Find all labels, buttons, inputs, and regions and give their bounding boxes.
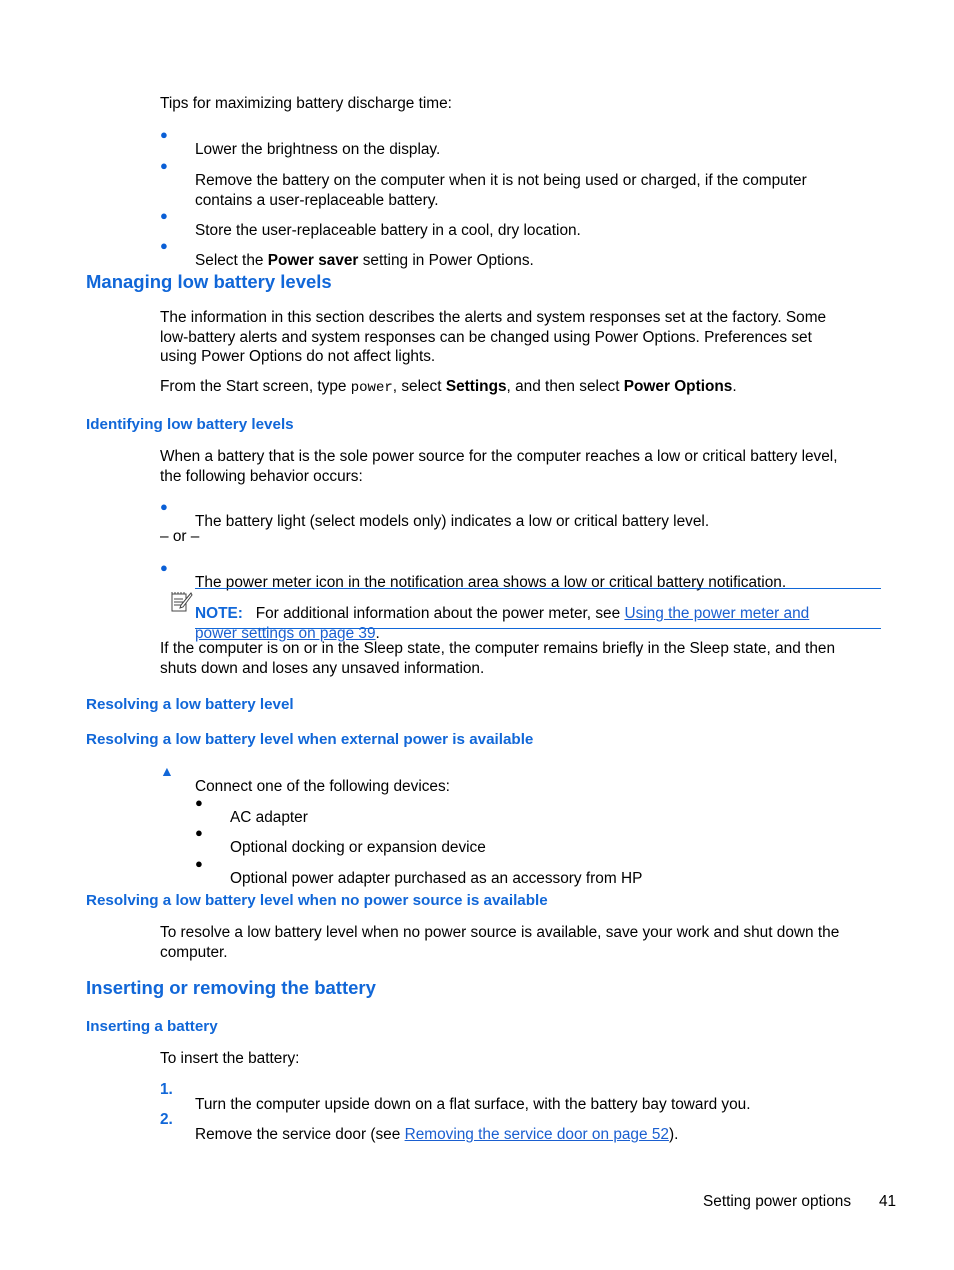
bullet-icon: ● — [160, 158, 168, 173]
paragraph: To insert the battery: — [160, 1050, 300, 1067]
device-item: Optional power adapter purchased as an accessory from HP — [230, 870, 643, 888]
subsection-heading: Identifying low battery levels — [86, 416, 294, 433]
step-number: 1. — [160, 1081, 173, 1098]
note-icon — [169, 590, 193, 614]
subsubsection-heading: Resolving a low battery level when external power is available — [86, 731, 534, 748]
device-item: AC adapter — [230, 809, 308, 827]
step-number: 2. — [160, 1111, 173, 1128]
paragraph: When a battery that is the sole power source for the computer reaches a low or critical battery level, the following behavior occurs: — [160, 448, 838, 485]
bullet-icon: ● — [160, 238, 168, 253]
section-heading: Managing low battery levels — [86, 271, 332, 292]
tip-item: Lower the brightness on the display. — [195, 141, 441, 159]
paragraph: The information in this section describes the alerts and system responses set at the factory. Some low-battery alerts and system responses can be changed using Power Options. Preferences set using Power Options do not affect lights. — [160, 309, 827, 365]
footer-section-title: Setting power options — [703, 1193, 852, 1210]
step-item: Connect one of the following devices: — [195, 778, 450, 796]
subsection-heading: Inserting a battery — [86, 1018, 218, 1035]
bullet-icon: ● — [195, 825, 203, 840]
list-item: The battery light (select models only) indicates a low or critical battery level. — [195, 513, 710, 531]
page-number: 41 — [879, 1193, 897, 1210]
step-item: Turn the computer upside down on a flat surface, with the battery bay toward you. — [195, 1096, 751, 1114]
section-heading: Inserting or removing the battery — [86, 977, 376, 998]
paragraph: If the computer is on or in the Sleep state, the computer remains briefly in the Sleep state, and then shuts down and loses any unsaved information. — [160, 640, 836, 677]
subsubsection-heading: Resolving a low battery level when no power source is available — [86, 892, 548, 909]
bullet-icon: ● — [195, 795, 203, 810]
device-item: Optional docking or expansion device — [230, 839, 486, 857]
subsection-heading: Resolving a low battery level — [86, 696, 294, 713]
bullet-icon: ● — [160, 127, 168, 142]
tips-intro: Tips for maximizing battery discharge time: — [160, 95, 452, 112]
note-top-rule — [195, 588, 881, 589]
bullet-icon: ● — [160, 560, 168, 575]
bullet-icon: ● — [160, 499, 168, 514]
tip-item: Select the Power saver setting in Power Options. — [195, 252, 534, 270]
paragraph: To resolve a low battery level when no power source is available, save your work and shut down the computer. — [160, 924, 840, 961]
paragraph: From the Start screen, type power, select Settings, and then select Power Options. — [160, 378, 737, 396]
or-separator: – or – — [160, 528, 200, 545]
bullet-icon: ● — [195, 856, 203, 871]
note-bottom-rule — [195, 628, 881, 629]
note-text: NOTE: For additional information about the power meter, see Using the power meter and power settings on page 39. — [195, 605, 810, 642]
bullet-icon: ● — [160, 208, 168, 223]
tip-item: Remove the battery on the computer when it is not being used or charged, if the computer contains a user-replaceable battery. — [195, 172, 807, 209]
list-item: The power meter icon in the notification area shows a low or critical battery notification. — [195, 574, 787, 592]
tip-item: Store the user-replaceable battery in a cool, dry location. — [195, 222, 581, 240]
note-link[interactable]: Using the power meter and power settings on page 39 — [195, 605, 810, 642]
triangle-step-icon: ▲ — [160, 763, 174, 779]
service-door-link[interactable]: Removing the service door on page 52 — [404, 1126, 669, 1144]
step-item: Remove the service door (see Removing the service door on page 52). — [195, 1126, 679, 1144]
